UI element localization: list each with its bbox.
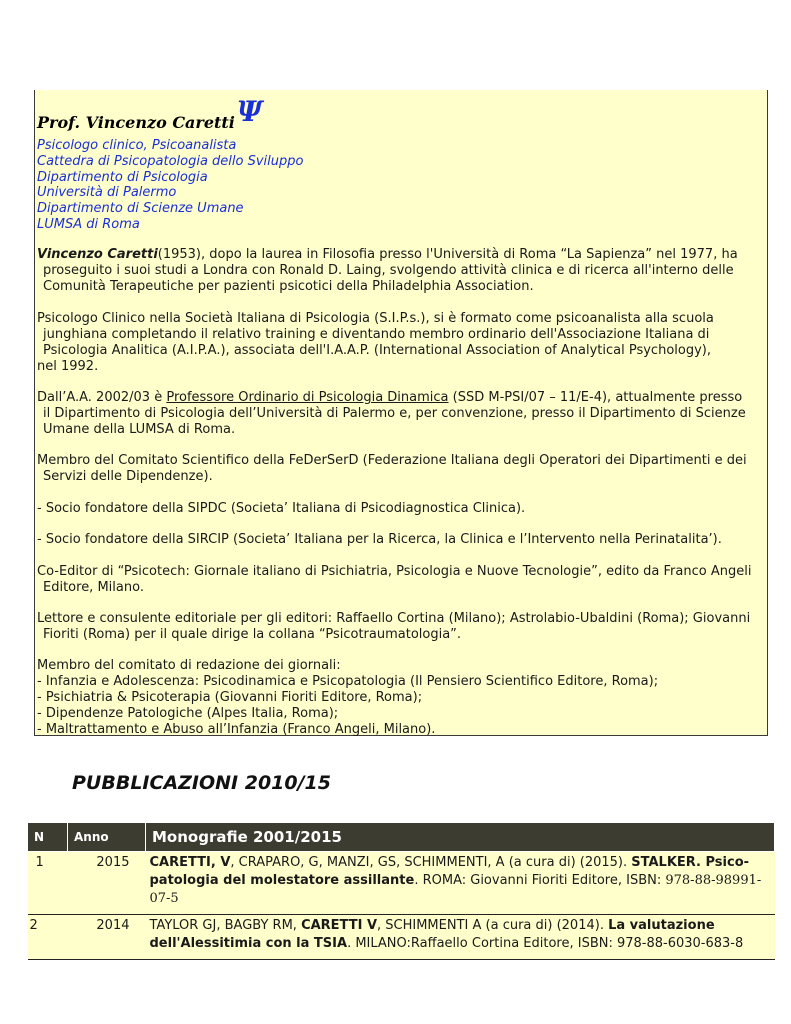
bio-text: Membro del comitato di redazione dei giornali: [37, 658, 341, 673]
bio-paragraph-editori [37, 611, 761, 643]
bio-text: Lettore e consulente editoriale per gli editori: Raffaello Cortina (Milano); Astrolabio-Ubaldini (Roma); Giovanni [37, 611, 751, 626]
bio-name: Vincenzo Caretti [37, 247, 158, 262]
affiliation-line: Università di Palermo [37, 185, 177, 201]
affiliations [37, 138, 761, 233]
bio-text: junghiana completando il relativo training e diventando membro ordinario dell'Associazione Italiana di [43, 327, 710, 342]
bio-text: - Socio fondatore della SIRCIP (Societa’ Italiana per la Ricerca, la Clinica e l’Intervento nella Perinatalita’). [37, 532, 722, 547]
professor-link[interactable]: Professore Ordinario di Psicologia Dinamica [166, 390, 449, 405]
page-title: Prof. Vincenzo Caretti [37, 113, 235, 132]
citation-authors: TAYLOR GJ, BAGBY RM, [149, 918, 302, 933]
bio-text: nel 1992. [37, 359, 99, 374]
citation-author: CARETTI, V [149, 855, 231, 870]
bio-text: (1953), dopo la laurea in Filosofia presso l'Università di Roma “La Sapienza” nel 1977, ha [157, 247, 738, 262]
row-citation [146, 852, 775, 915]
affiliation-line: Psicologo clinico, Psicoanalista [37, 138, 237, 153]
bio-text: Umane della LUMSA di Roma. [43, 422, 236, 437]
citation-title: STALKER. Psico-patologia del molestatore assillante [149, 855, 750, 888]
bio-text: (SSD M-PSI/07 – 11/E-4), attualmente presso [448, 390, 743, 405]
bio-text: Servizi delle Dipendenze). [43, 469, 213, 484]
row-number: 2 [28, 915, 68, 960]
bio-paragraph-professor [37, 390, 761, 438]
journal-item: - Psichiatria & Psicoterapia (Giovanni Fioriti Editore, Roma); [37, 690, 423, 705]
citation-authors: , SCHIMMENTI A (a cura di) (2014). [377, 918, 609, 933]
journal-item: - Infanzia e Adolescenza: Psicodinamica e Psicopatologia (Il Pensiero Scientifico Editore, Roma); [37, 674, 659, 689]
bio-box [34, 90, 768, 736]
bio-text: Psicologo Clinico nella Società Italiana di Psicologia (S.I.P.s.), si è formato come psicoanalista alla scuola [37, 311, 714, 326]
bio-text: Membro del Comitato Scientifico della FeDerSerD (Federazione Italiana degli Operatori dei Dipartimenti e dei [37, 453, 747, 468]
bio-paragraph-sips [37, 311, 761, 375]
affiliation-line: Dipartimento di Scienze Umane [37, 201, 244, 217]
psi-logo-icon: Ψ [236, 95, 263, 128]
bio-text: Dall’A.A. 2002/03 è [37, 390, 167, 405]
citation-title: La valutazione dell'Alessitimia con la TSIA [149, 918, 715, 951]
citation-authors: , CRAPARO, G, MANZI, GS, SCHIMMENTI, A (a cura di) (2015). [230, 855, 632, 870]
bio-content [37, 95, 761, 737]
affiliation-line: Cattedra di Psicopatologia dello Sviluppo [37, 153, 304, 169]
column-header-year: Anno [68, 823, 146, 852]
table-row [28, 915, 775, 960]
publications-table [27, 822, 775, 960]
affiliation-line: LUMSA di Roma [37, 216, 140, 232]
bio-text: Editore, Milano. [43, 580, 144, 595]
bio-paragraph-sircip [37, 532, 761, 548]
bio-paragraph-journals [37, 658, 761, 738]
bio-text: Comunità Terapeutiche per pazienti psicotici della Philadelphia Association. [43, 279, 534, 294]
bio-text: proseguito i suoi studi a Londra con Ronald D. Laing, svolgendo attività clinica e di ricerca all'interno delle [43, 263, 734, 278]
journal-item: - Maltrattamento e Abuso all’Infanzia (Franco Angeli, Milano). [37, 722, 436, 737]
bio-text: Co-Editor di “Psicotech: Giornale italiano di Psichiatria, Psicologia e Nuove Tecnologie”, edito da Franco Angeli [37, 564, 752, 579]
bio-paragraph-federserd [37, 453, 761, 485]
row-number: 1 [28, 852, 68, 915]
bio-text: il Dipartimento di Psicologia dell’Università di Palermo e, per convenzione, presso il Dipartimento di Scienze [43, 406, 746, 421]
citation-author: CARETTI V [301, 918, 378, 933]
column-header-n: N [28, 823, 68, 852]
bio-paragraph-sipdc [37, 501, 761, 517]
name-row [37, 95, 761, 132]
bio-paragraph-intro [37, 247, 761, 295]
bio-paragraph-psicotech [37, 564, 761, 596]
citation-publisher: . ROMA: Giovanni Fioriti Editore, ISBN: [414, 873, 666, 888]
row-citation [146, 915, 775, 960]
citation-isbn: 978-88-98991-07-5 [149, 873, 762, 906]
column-header-monografie: Monografie 2001/2015 [146, 823, 775, 852]
table-row [28, 852, 775, 915]
bio-text: - Socio fondatore della SIPDC (Societa’ Italiana di Psicodiagnostica Clinica). [37, 501, 526, 516]
publications-heading: PUBBLICAZIONI 2010/15 [72, 772, 331, 794]
bio-text: Psicologia Analitica (A.I.P.A.), associata dell'I.A.A.P. (International Association of Analytical Psychology), [43, 343, 711, 358]
table-header-row [28, 823, 775, 852]
row-year: 2014 [68, 915, 146, 960]
row-year: 2015 [68, 852, 146, 915]
bio-text: Fioriti (Roma) per il quale dirige la collana “Psicotraumatologia”. [43, 627, 462, 642]
citation-publisher: . MILANO:Raffaello Cortina Editore, ISBN: 978-88-6030-683-8 [347, 936, 744, 951]
journal-item: - Dipendenze Patologiche (Alpes Italia, Roma); [37, 706, 339, 721]
affiliation-line: Dipartimento di Psicologia [37, 169, 208, 185]
